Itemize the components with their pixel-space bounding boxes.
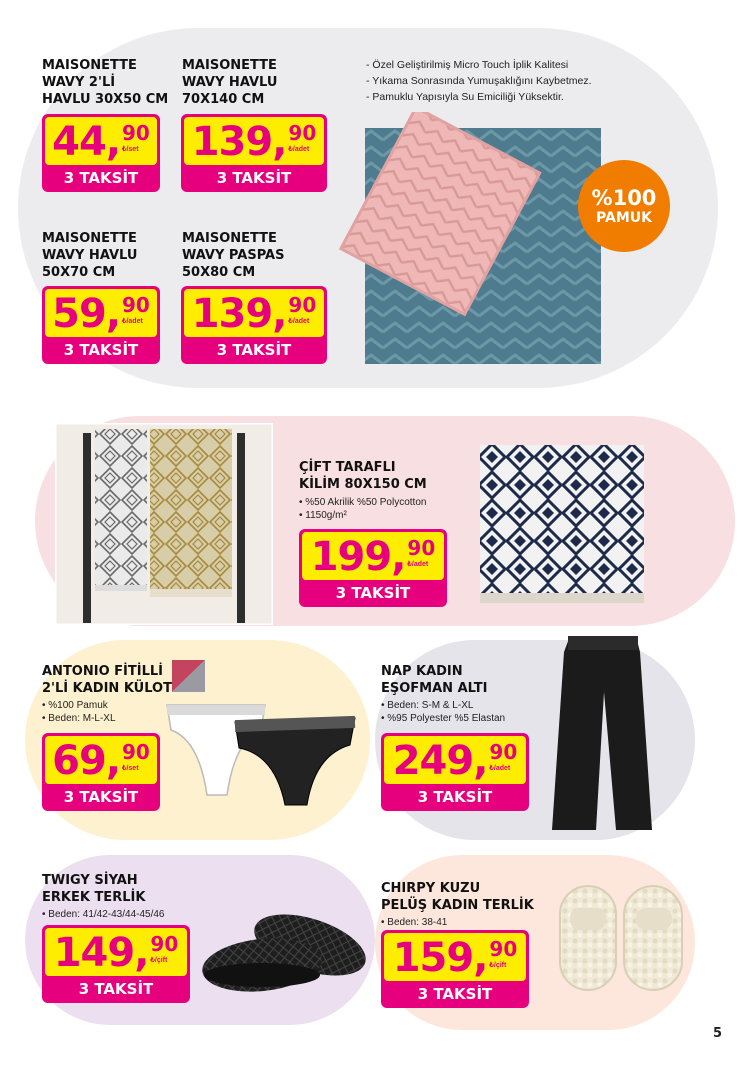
page-number: 5 <box>713 1026 723 1041</box>
kadin-terlik-price-box: 159 , 90 ₺/çift 3 TAKSİT <box>381 930 529 1008</box>
kilim-rug-image <box>478 443 648 608</box>
price-decimal: 90 <box>489 937 518 961</box>
installment-label: 3 TAKSİT <box>63 341 139 359</box>
kilim-title: ÇİFT TARAFLI KİLİM 80X150 CM <box>299 460 427 492</box>
price-integer: 159 <box>392 935 474 981</box>
esofman-specs: • Beden: S-M & L-XL • %95 Polyester %5 Elastan <box>381 700 506 724</box>
kulot-image <box>165 700 360 810</box>
towel-set-image <box>335 112 610 367</box>
price-unit: ₺/çift <box>489 962 507 969</box>
price-integer: 69 <box>52 738 106 784</box>
kadin-terlik-image <box>552 878 692 998</box>
price-integer: 139 <box>191 291 273 337</box>
price-unit: ₺/adet <box>489 765 511 772</box>
towel-1-title: MAISONETTE WAVY 2'Lİ HAVLU 30X50 CM <box>42 58 169 107</box>
price-integer: 44 <box>52 119 106 165</box>
price-unit: ₺/çift <box>150 957 168 964</box>
kilim-hanging-photo <box>55 423 273 625</box>
price-unit: ₺/adet <box>288 318 310 325</box>
price-decimal: 90 <box>288 293 317 317</box>
price-unit: ₺/set <box>122 765 139 772</box>
esofman-price-box: 249 , 90 ₺/adet 3 TAKSİT <box>381 733 529 811</box>
kulot-specs: • %100 Pamuk • Beden: M-L-XL <box>42 700 116 724</box>
price-decimal: 90 <box>122 121 150 145</box>
erkek-terlik-title: TWIGY SİYAH ERKEK TERLİK <box>42 873 146 905</box>
towel-2-price-box: 139 , 90 ₺/adet 3 TAKSİT <box>181 114 327 192</box>
price-unit: ₺/set <box>122 146 139 153</box>
esofman-image <box>548 632 656 834</box>
kilim-price-box: 199 , 90 ₺/adet 3 TAKSİT <box>299 529 447 607</box>
price-decimal: 90 <box>122 293 150 317</box>
installment-label: 3 TAKSİT <box>335 584 411 602</box>
color-swatch <box>172 660 205 692</box>
kulot-title: ANTONIO FİTİLLİ 2'Lİ KADIN KÜLOT <box>42 664 172 696</box>
kadin-terlik-title: CHIRPY KUZU PELÜŞ KADIN TERLİK <box>381 881 534 913</box>
installment-label: 3 TAKSİT <box>216 169 292 187</box>
towel-4-price-box: 139 , 90 ₺/adet 3 TAKSİT <box>181 286 327 364</box>
erkek-terlik-image <box>200 895 368 995</box>
price-integer: 139 <box>191 119 273 165</box>
price-integer: 199 <box>310 534 392 580</box>
towel-features-list: - Özel Geliştirilmiş Micro Touch İplik Kalitesi - Yıkama Sonrasında Yumuşaklığını Kaybetmez. - Pamuklu Yapısıyla Su Emiciliği Yüksektir. <box>366 59 592 103</box>
towel-4-title: MAISONETTE WAVY PASPAS 50X80 CM <box>182 231 285 280</box>
erkek-terlik-specs: • Beden: 41/42-43/44-45/46 <box>42 909 165 920</box>
cotton-badge: %100 PAMUK <box>578 160 670 252</box>
esofman-title: NAP KADIN EŞOFMAN ALTI <box>381 664 488 696</box>
price-unit: ₺/adet <box>288 146 310 153</box>
installment-label: 3 TAKSİT <box>78 980 154 998</box>
price-decimal: 90 <box>288 121 317 145</box>
installment-label: 3 TAKSİT <box>417 985 493 1003</box>
installment-label: 3 TAKSİT <box>216 341 292 359</box>
kilim-specs: • %50 Akrilik %50 Polycotton • 1150g/m² <box>299 497 427 521</box>
price-decimal: 90 <box>122 740 150 764</box>
towel-3-title: MAISONETTE WAVY HAVLU 50X70 CM <box>42 231 138 280</box>
towel-1-price-box: 44 , 90 ₺/set 3 TAKSİT <box>42 114 160 192</box>
kadin-terlik-specs: • Beden: 38-41 <box>381 917 448 928</box>
price-decimal: 90 <box>150 932 179 956</box>
price-integer: 149 <box>53 930 135 976</box>
towel-2-title: MAISONETTE WAVY HAVLU 70X140 CM <box>182 58 278 107</box>
towel-3-price-box: 59 , 90 ₺/adet 3 TAKSİT <box>42 286 160 364</box>
price-unit: ₺/adet <box>122 318 143 325</box>
price-decimal: 90 <box>407 536 436 560</box>
installment-label: 3 TAKSİT <box>417 788 493 806</box>
installment-label: 3 TAKSİT <box>63 788 139 806</box>
kulot-price-box: 69 , 90 ₺/set 3 TAKSİT <box>42 733 160 811</box>
price-decimal: 90 <box>489 740 518 764</box>
erkek-terlik-price-box: 149 , 90 ₺/çift 3 TAKSİT <box>42 925 190 1003</box>
price-integer: 249 <box>392 738 474 784</box>
price-integer: 59 <box>52 291 106 337</box>
price-unit: ₺/adet <box>407 561 429 568</box>
installment-label: 3 TAKSİT <box>63 169 139 187</box>
